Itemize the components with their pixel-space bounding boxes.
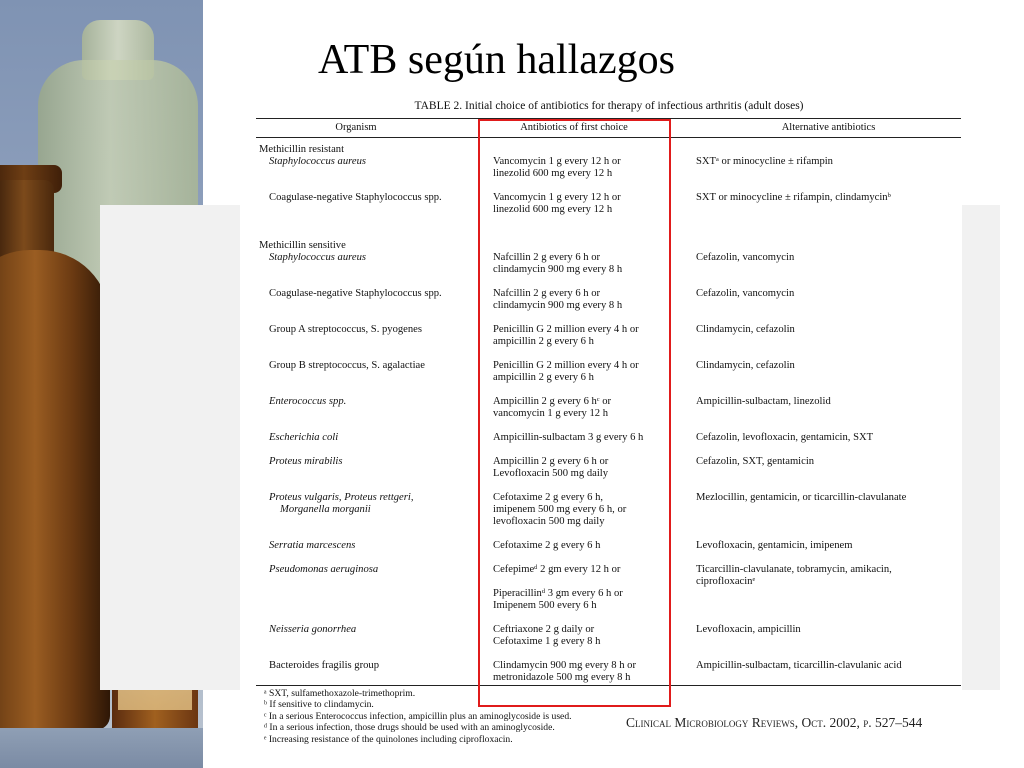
background-panel-left [100, 205, 240, 690]
row-first-choice: Piperacillinᵈ 3 gm every 6 h or Imipenem 500 every 6 h [493, 588, 623, 611]
first-choice-highlight-box [478, 119, 671, 707]
row-alternative: Ticarcillin-clavulanate, tobramycin, amikacin, ciprofloxacinᵉ [696, 564, 892, 587]
row-alternative: Levofloxacin, gentamicin, imipenem [696, 540, 853, 551]
header-first-choice: Antibiotics of first choice [520, 122, 628, 133]
row-alternative: Levofloxacin, ampicillin [696, 624, 801, 635]
row-organism: Morganella morganii [280, 504, 371, 515]
row-organism: Group A streptococcus, S. pyogenes [269, 324, 422, 335]
row-alternative: Mezlocillin, gentamicin, or ticarcillin-clavulanate [696, 492, 907, 503]
slide-title: ATB según hallazgos [318, 37, 675, 83]
row-organism: Pseudomonas aeruginosa [269, 564, 379, 575]
row-first-choice: Ceftriaxone 2 g daily or Cefotaxime 1 g every 8 h [493, 624, 601, 647]
row-first-choice: Ampicillin-sulbactam 3 g every 6 h [493, 432, 644, 443]
row-first-choice: Vancomycin 1 g every 12 h or linezolid 600 mg every 12 h [493, 192, 621, 215]
photo-floor [0, 728, 203, 768]
row-organism: Staphylococcus aureus [269, 156, 366, 167]
row-organism: Proteus vulgaris, Proteus rettgeri, [269, 492, 414, 503]
row-organism: Staphylococcus aureus [269, 252, 366, 263]
row-first-choice: Vancomycin 1 g every 12 h or linezolid 600 mg every 12 h [493, 156, 621, 179]
row-first-choice: Cefotaxime 2 g every 6 h [493, 540, 601, 551]
row-organism: Methicillin resistant [259, 144, 345, 155]
row-alternative: Clindamycin, cefazolin [696, 324, 795, 335]
row-first-choice: Nafcillin 2 g every 6 h or clindamycin 900 mg every 8 h [493, 288, 623, 311]
row-alternative: Cefazolin, vancomycin [696, 252, 795, 263]
row-organism: Methicillin sensitive [259, 240, 346, 251]
row-first-choice: Penicillin G 2 million every 4 h or ampicillin 2 g every 6 h [493, 360, 639, 383]
footnote: ᵈ In a serious infection, those drugs should be used with an aminoglycoside. [264, 722, 555, 734]
row-organism: Escherichia coli [269, 432, 339, 443]
row-alternative: SXTᵃ or minocycline ± rifampin [696, 156, 833, 167]
footnote: ᵉ Increasing resistance of the quinolones including ciprofloxacin. [264, 733, 513, 745]
header-alternative: Alternative antibiotics [781, 122, 876, 133]
footnote: ᵃ SXT, sulfamethoxazole-trimethoprim. [264, 688, 416, 699]
row-alternative: Ampicillin-sulbactam, ticarcillin-clavulanic acid [696, 660, 902, 671]
row-organism: Neisseria gonorrhea [269, 624, 357, 635]
footnote: ᵇ If sensitive to clindamycin. [264, 699, 374, 711]
row-organism: Proteus mirabilis [269, 456, 343, 467]
row-first-choice: Ampicillin 2 g every 6 h or Levofloxacin 500 mg daily [493, 456, 609, 479]
header-organism: Organism [335, 122, 377, 133]
citation-source: Clinical Microbiology Reviews, Oct. 2002, p. 527–544 [626, 715, 923, 730]
row-alternative: Clindamycin, cefazolin [696, 360, 795, 371]
row-alternative: Cefazolin, levofloxacin, gentamicin, SXT [696, 432, 874, 443]
row-organism: Enterococcus spp. [269, 396, 347, 407]
row-first-choice: Ampicillin 2 g every 6 hᶜ or vancomycin 1 g every 12 h [493, 396, 612, 419]
row-alternative: Ampicillin-sulbactam, linezolid [696, 396, 831, 407]
footnote: ᶜ In a serious Enterococcus infection, ampicillin plus an aminoglycoside is used. [264, 710, 572, 722]
row-organism: Bacteroides fragilis group [269, 660, 380, 671]
row-first-choice: Cefepimeᵈ 2 gm every 12 h or [493, 564, 621, 575]
row-organism: Coagulase-negative Staphylococcus spp. [269, 192, 442, 203]
row-first-choice: Clindamycin 900 mg every 8 h or metronidazole 500 mg every 8 h [493, 660, 636, 683]
row-organism: Serratia marcescens [269, 540, 356, 551]
amber-bottle [0, 250, 110, 730]
row-alternative: Cefazolin, SXT, gentamicin [696, 456, 815, 467]
row-first-choice: Penicillin G 2 million every 4 h or ampicillin 2 g every 6 h [493, 324, 639, 347]
row-alternative: SXT or minocycline ± rifampin, clindamycinᵇ [696, 192, 891, 203]
row-first-choice: Nafcillin 2 g every 6 h or clindamycin 900 mg every 8 h [493, 252, 623, 275]
row-organism: Group B streptococcus, S. agalactiae [269, 360, 425, 371]
background-panel-right [958, 205, 1000, 690]
row-alternative: Cefazolin, vancomycin [696, 288, 795, 299]
row-first-choice: Cefotaxime 2 g every 6 h, imipenem 500 mg every 6 h, or levofloxacin 500 mg daily [493, 492, 627, 527]
row-organism: Coagulase-negative Staphylococcus spp. [269, 288, 442, 299]
table-title: TABLE 2. Initial choice of antibiotics for therapy of infectious arthritis (adult doses) [414, 100, 804, 112]
table-footnotes [264, 688, 572, 745]
